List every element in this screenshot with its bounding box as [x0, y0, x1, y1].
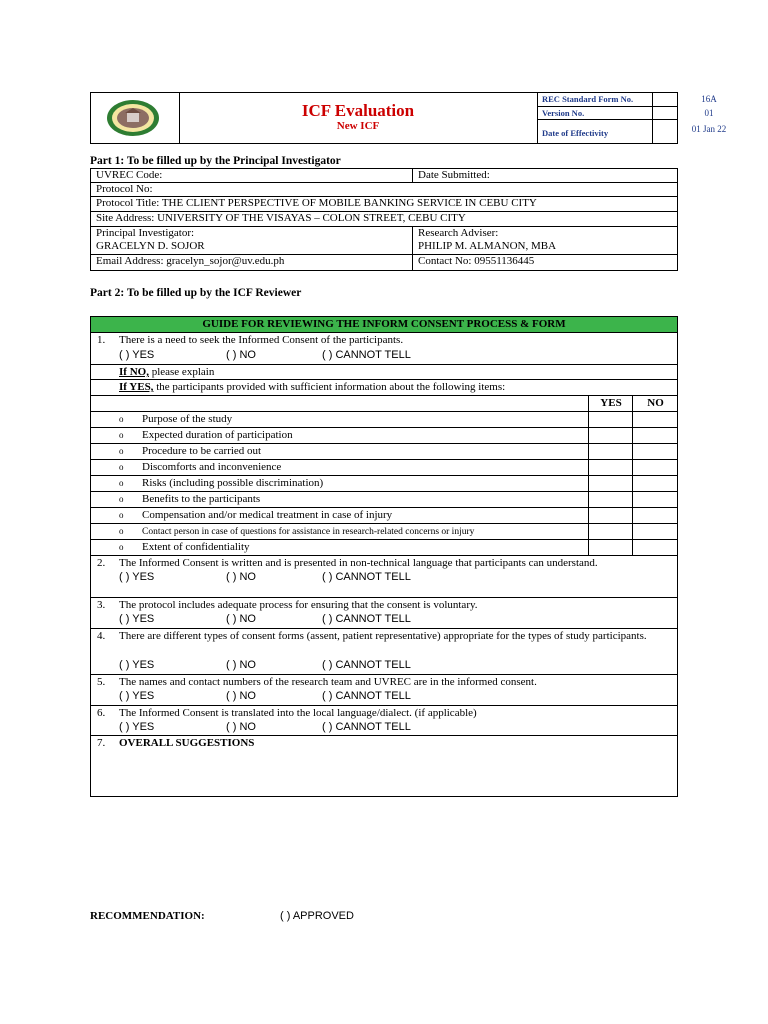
question-7[interactable] — [91, 736, 677, 796]
if-yes-row — [91, 380, 677, 396]
question-text: There are different types of consent forms (assent, patient representative) appropriate for the types of study participants. — [119, 630, 647, 642]
no-option[interactable]: ( ) NO — [226, 613, 256, 625]
yes-option[interactable]: ( ) YES — [119, 349, 155, 361]
yes-checkbox[interactable] — [588, 412, 633, 427]
approved-option[interactable]: ( ) APPROVED — [280, 910, 354, 922]
meta-label: Version No. — [537, 107, 653, 119]
investigator-cell[interactable] — [91, 227, 413, 254]
no-option[interactable]: ( ) NO — [226, 349, 256, 361]
meta-row-effectivity — [537, 120, 727, 143]
form-title: ICF Evaluation — [301, 101, 415, 120]
checklist-item — [91, 540, 677, 556]
checklist-item — [91, 460, 677, 476]
question-options — [119, 349, 411, 362]
overall-suggestions-label: OVERALL SUGGESTIONS — [119, 737, 255, 749]
cannot-tell-option[interactable]: ( ) CANNOT TELL — [322, 571, 411, 583]
meta-value: 01 — [704, 108, 714, 118]
guide-title: GUIDE FOR REVIEWING THE INFORM CONSENT PROCESS & FORM — [91, 317, 677, 333]
question-number: 3. — [97, 599, 106, 611]
row-site-address — [91, 212, 677, 227]
item-text: Risks (including possible discrimination) — [142, 477, 324, 489]
recommendation-label: RECOMMENDATION: — [90, 910, 205, 922]
item-text: Compensation and/or medical treatment in case of injury — [142, 509, 393, 521]
checklist-item — [91, 492, 677, 508]
meta-label: Date of Effectivity — [537, 120, 653, 143]
adviser-cell[interactable] — [413, 227, 677, 254]
contact-field[interactable]: Contact No: 09551136445 — [418, 255, 535, 267]
item-text: Extent of confidentiality — [142, 541, 250, 553]
checklist-item — [91, 476, 677, 492]
question-text: The Informed Consent is written and is presented in non-technical language that participants can understand. — [119, 557, 598, 569]
bullet-icon: o — [119, 430, 124, 440]
question-options — [119, 721, 411, 734]
item-text: Purpose of the study — [142, 413, 233, 425]
question-4 — [91, 629, 677, 675]
no-checkbox[interactable] — [632, 476, 678, 491]
logo-cell — [91, 93, 180, 143]
yes-checkbox[interactable] — [588, 444, 633, 459]
no-checkbox[interactable] — [632, 444, 678, 459]
no-checkbox[interactable] — [632, 540, 678, 555]
meta-value: 01 Jan 22 — [691, 124, 727, 134]
if-yes-label: If YES, — [119, 381, 154, 393]
meta-label: REC Standard Form No. — [537, 93, 653, 106]
bullet-icon: o — [119, 414, 124, 424]
question-text: The protocol includes adequate process for ensuring that the consent is voluntary. — [119, 599, 478, 611]
yes-checkbox[interactable] — [588, 428, 633, 443]
checklist-item — [91, 412, 677, 428]
yes-checkbox[interactable] — [588, 460, 633, 475]
if-yes-description: the participants provided with sufficient information about the following items: — [153, 381, 506, 393]
question-options — [119, 690, 411, 703]
yes-option[interactable]: ( ) YES — [119, 571, 155, 583]
question-3 — [91, 598, 677, 629]
date-submitted-field[interactable]: Date Submitted: — [418, 169, 490, 181]
question-number: 5. — [97, 676, 106, 688]
checklist-item — [91, 428, 677, 444]
item-text: Benefits to the participants — [142, 493, 261, 505]
part2-table — [90, 316, 678, 797]
no-option[interactable]: ( ) NO — [226, 659, 256, 671]
yes-option[interactable]: ( ) YES — [119, 721, 155, 733]
adviser-label: Research Adviser: — [418, 227, 499, 239]
no-checkbox[interactable] — [632, 508, 678, 523]
yes-checkbox[interactable] — [588, 540, 633, 555]
question-text: The names and contact numbers of the research team and UVREC are in the informed consent. — [119, 676, 537, 688]
row-protocol-no — [91, 183, 677, 197]
form-header — [90, 92, 727, 144]
question-2 — [91, 556, 677, 598]
item-text: Discomforts and inconvenience — [142, 461, 282, 473]
protocol-no-field[interactable]: Protocol No: — [96, 183, 153, 195]
question-options — [119, 571, 411, 584]
form-subtitle: New ICF — [336, 120, 380, 132]
row-protocol-title — [91, 197, 677, 212]
yes-checkbox[interactable] — [588, 524, 633, 539]
protocol-title-field[interactable]: Protocol Title: THE CLIENT PERSPECTIVE OF MOBILE BANKING SERVICE IN CEBU CITY — [96, 197, 537, 209]
uvrec-code-field[interactable]: UVREC Code: — [91, 169, 413, 182]
yes-option[interactable]: ( ) YES — [119, 659, 155, 671]
no-checkbox[interactable] — [632, 524, 678, 539]
if-no-text — [119, 365, 214, 379]
no-option[interactable]: ( ) NO — [226, 571, 256, 583]
yes-option[interactable]: ( ) YES — [119, 690, 155, 702]
cannot-tell-option[interactable]: ( ) CANNOT TELL — [322, 613, 411, 625]
bullet-icon: o — [119, 526, 124, 536]
cannot-tell-option[interactable]: ( ) CANNOT TELL — [322, 721, 411, 733]
no-checkbox[interactable] — [632, 492, 678, 507]
meta-row-version — [537, 107, 714, 120]
item-text: Contact person in case of questions for assistance in research-related concerns or injury — [142, 527, 475, 537]
question-1 — [91, 333, 677, 365]
row-contact — [91, 255, 677, 270]
no-option[interactable]: ( ) NO — [226, 721, 256, 733]
if-no-explain: please explain — [148, 366, 215, 378]
bullet-icon: o — [119, 446, 124, 456]
pi-label: Principal Investigator: — [96, 227, 195, 239]
item-text: Expected duration of participation — [142, 429, 293, 441]
meta-row-form-no — [537, 93, 717, 107]
question-5 — [91, 675, 677, 706]
question-text: The Informed Consent is translated into the local language/dialect. (if applicable) — [119, 707, 477, 719]
university-seal-logo — [105, 99, 161, 137]
cannot-tell-option[interactable]: ( ) CANNOT TELL — [322, 690, 411, 702]
question-number: 6. — [97, 707, 106, 719]
bullet-icon: o — [119, 510, 124, 520]
no-checkbox[interactable] — [632, 412, 678, 427]
yes-checkbox[interactable] — [588, 492, 633, 507]
question-options — [119, 613, 411, 626]
question-text: There is a need to seek the Informed Consent of the participants. — [119, 334, 404, 346]
row-uvrec — [91, 169, 677, 183]
if-no-label: If NO, — [119, 366, 149, 378]
email-field[interactable]: Email Address: gracelyn_sojor@uv.edu.ph — [91, 255, 413, 270]
no-checkbox[interactable] — [632, 428, 678, 443]
if-no-row — [91, 365, 677, 380]
yes-column-header: YES — [588, 396, 633, 411]
yes-checkbox[interactable] — [588, 508, 633, 523]
site-address-field[interactable]: Site Address: UNIVERSITY OF THE VISAYAS – COLON STREET, CEBU CITY — [96, 212, 466, 224]
question-6 — [91, 706, 677, 736]
cannot-tell-option[interactable]: ( ) CANNOT TELL — [322, 659, 411, 671]
checklist-item — [91, 524, 677, 540]
title-cell — [179, 93, 538, 143]
question-number: 4. — [97, 630, 106, 642]
form-meta — [537, 93, 727, 143]
part2-heading: Part 2: To be filled up by the ICF Reviewer — [90, 287, 302, 299]
checklist-item — [91, 508, 677, 524]
part1-table — [90, 168, 678, 271]
bullet-icon: o — [119, 462, 124, 472]
pi-name: GRACELYN D. SOJOR — [96, 240, 205, 252]
question-number: 2. — [97, 557, 106, 569]
bullet-icon: o — [119, 542, 124, 552]
row-investigator — [91, 227, 677, 255]
bullet-icon: o — [119, 478, 124, 488]
yes-checkbox[interactable] — [588, 476, 633, 491]
no-column-header: NO — [632, 396, 678, 411]
adviser-name: PHILIP M. ALMANON, MBA — [418, 240, 557, 252]
bullet-icon: o — [119, 494, 124, 504]
part1-heading: Part 1: To be filled up by the Principal Investigator — [90, 155, 341, 167]
question-options — [119, 659, 411, 672]
item-text: Procedure to be carried out — [142, 445, 262, 457]
question-number: 7. — [97, 737, 106, 749]
meta-value: 16A — [701, 94, 717, 104]
yes-option[interactable]: ( ) YES — [119, 613, 155, 625]
no-option[interactable]: ( ) NO — [226, 690, 256, 702]
checklist-item — [91, 444, 677, 460]
no-checkbox[interactable] — [632, 460, 678, 475]
yes-no-header-row — [91, 396, 677, 412]
question-number: 1. — [97, 334, 106, 346]
cannot-tell-option[interactable]: ( ) CANNOT TELL — [322, 349, 411, 361]
if-yes-text — [119, 380, 505, 395]
